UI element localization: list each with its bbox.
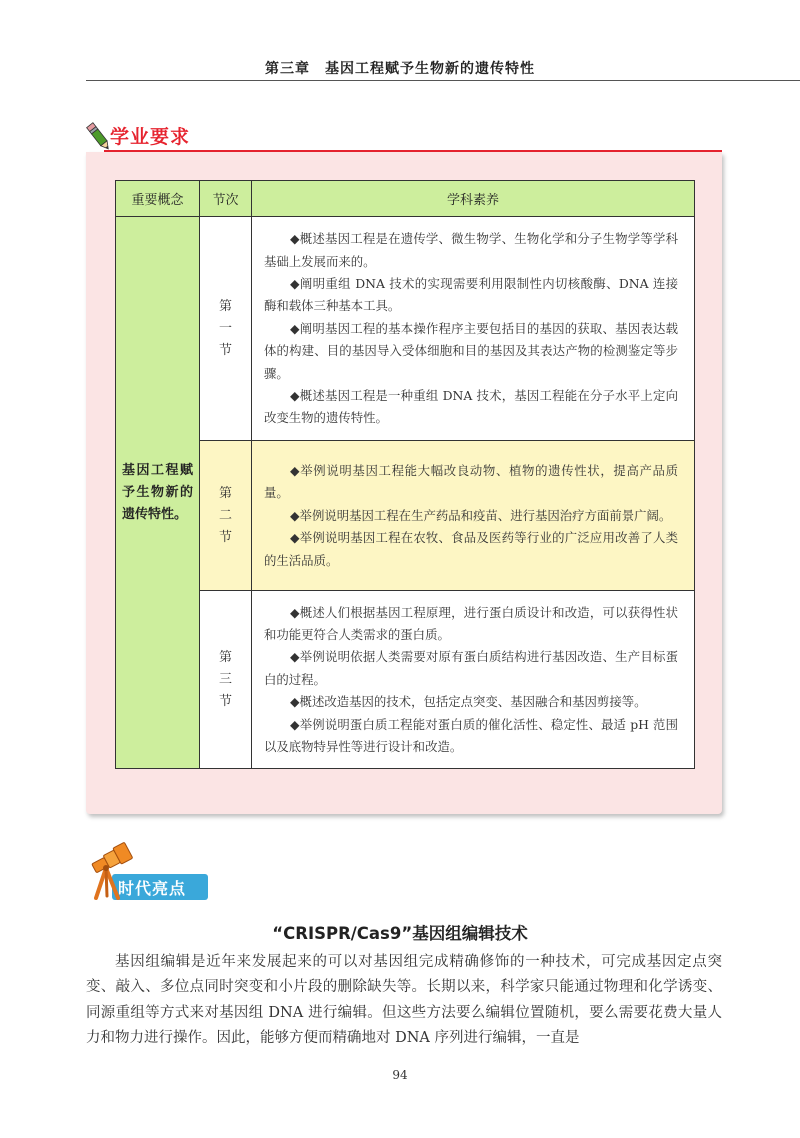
article-body: 基因组编辑是近年来发展起来的可以对基因组完成精确修饰的一种技术，可完成基因定点突变、敲入、多位点同时突变和小片段的删除缺失等。长期以来，科学家只能通过物理和化学诱变、同源重组等方式来对基因组 DNA 进行编辑。但这些方法要么编辑位置随机，要么需要花费大量人力和物力进行操作。因此，能够方便而精确地对 DNA 序列进行编辑，一直是 [86,954,722,1047]
section-label: 第 三 节 [200,591,252,769]
article-title: “CRISPR/Cas9”基因组编辑技术 [272,924,528,943]
literacy-item: ◆概述人们根据基因工程原理，进行蛋白质设计和改造，可以获得性状和功能更符合人类需求的蛋白质。 [264,604,678,642]
table-row [116,441,695,591]
literacy-item: ◆概述基因工程是在遗传学、微生物学、生物化学和分子生物学等学科基础上发展而来的。 [264,231,678,269]
section-title-requirements: 学业要求 [110,126,191,148]
section-heading-highlight [88,838,218,900]
literacy-item: ◆概述改造基因的技术，包括定点突变、基因融合和基因剪接等。 [290,694,647,710]
literacy-items [252,591,695,769]
literacy-item: ◆阐明重组 DNA 技术的实现需要利用限制性内切核酸酶、DNA 连接酶和载体三种基本工具。 [264,275,678,314]
literacy-item: ◆概述基因工程是一种重组 DNA 技术，基因工程能在分子水平上定向改变生物的遗传特性。 [264,388,678,426]
literacy-item: ◆举例说明依据人类需要对原有蛋白质结构进行基因改造、生产目标蛋白的过程。 [264,649,678,687]
literacy-items [252,217,695,441]
section-label: 第 一 节 [200,217,252,441]
page-number: 94 [392,1068,408,1082]
concept-cell: 基因工程赋予生物新的遗传特性。 [116,217,200,769]
table-row [116,217,695,441]
literacy-item: ◆举例说明基因工程在农牧、食品及医药等行业的广泛应用改善了人类的生活品质。 [264,530,678,568]
literacy-item: ◆举例说明蛋白质工程能对蛋白质的催化活性、稳定性、最适 pH 范围以及底物特异性等进行设计和改造。 [264,716,678,755]
pencil-icon [86,120,112,154]
literacy-item: ◆举例说明基因工程在生产药品和疫苗、进行基因治疗方面前景广阔。 [290,507,672,523]
literacy-item: ◆举例说明基因工程能大幅改良动物、植物的遗传性状，提高产品质量。 [264,462,678,501]
section-title-highlight: 时代亮点 [118,879,187,898]
requirements-table [115,180,695,769]
section-label: 第 二 节 [200,441,252,591]
header-section: 节次 [200,181,252,217]
literacy-items [252,441,695,591]
literacy-item: ◆阐明基因工程的基本操作程序主要包括目的基因的获取、基因表达载体的构建、目的基因导入受体细胞和目的基因及其表达产物的检测鉴定等步骤。 [264,320,678,381]
header-literacy: 学科素养 [252,181,695,217]
header-rule [86,80,800,81]
header-concept: 重要概念 [116,181,200,217]
running-header: 第三章 基因工程赋予生物新的遗传特性 [265,61,535,77]
table-header-row [116,181,695,217]
table-row [116,591,695,769]
